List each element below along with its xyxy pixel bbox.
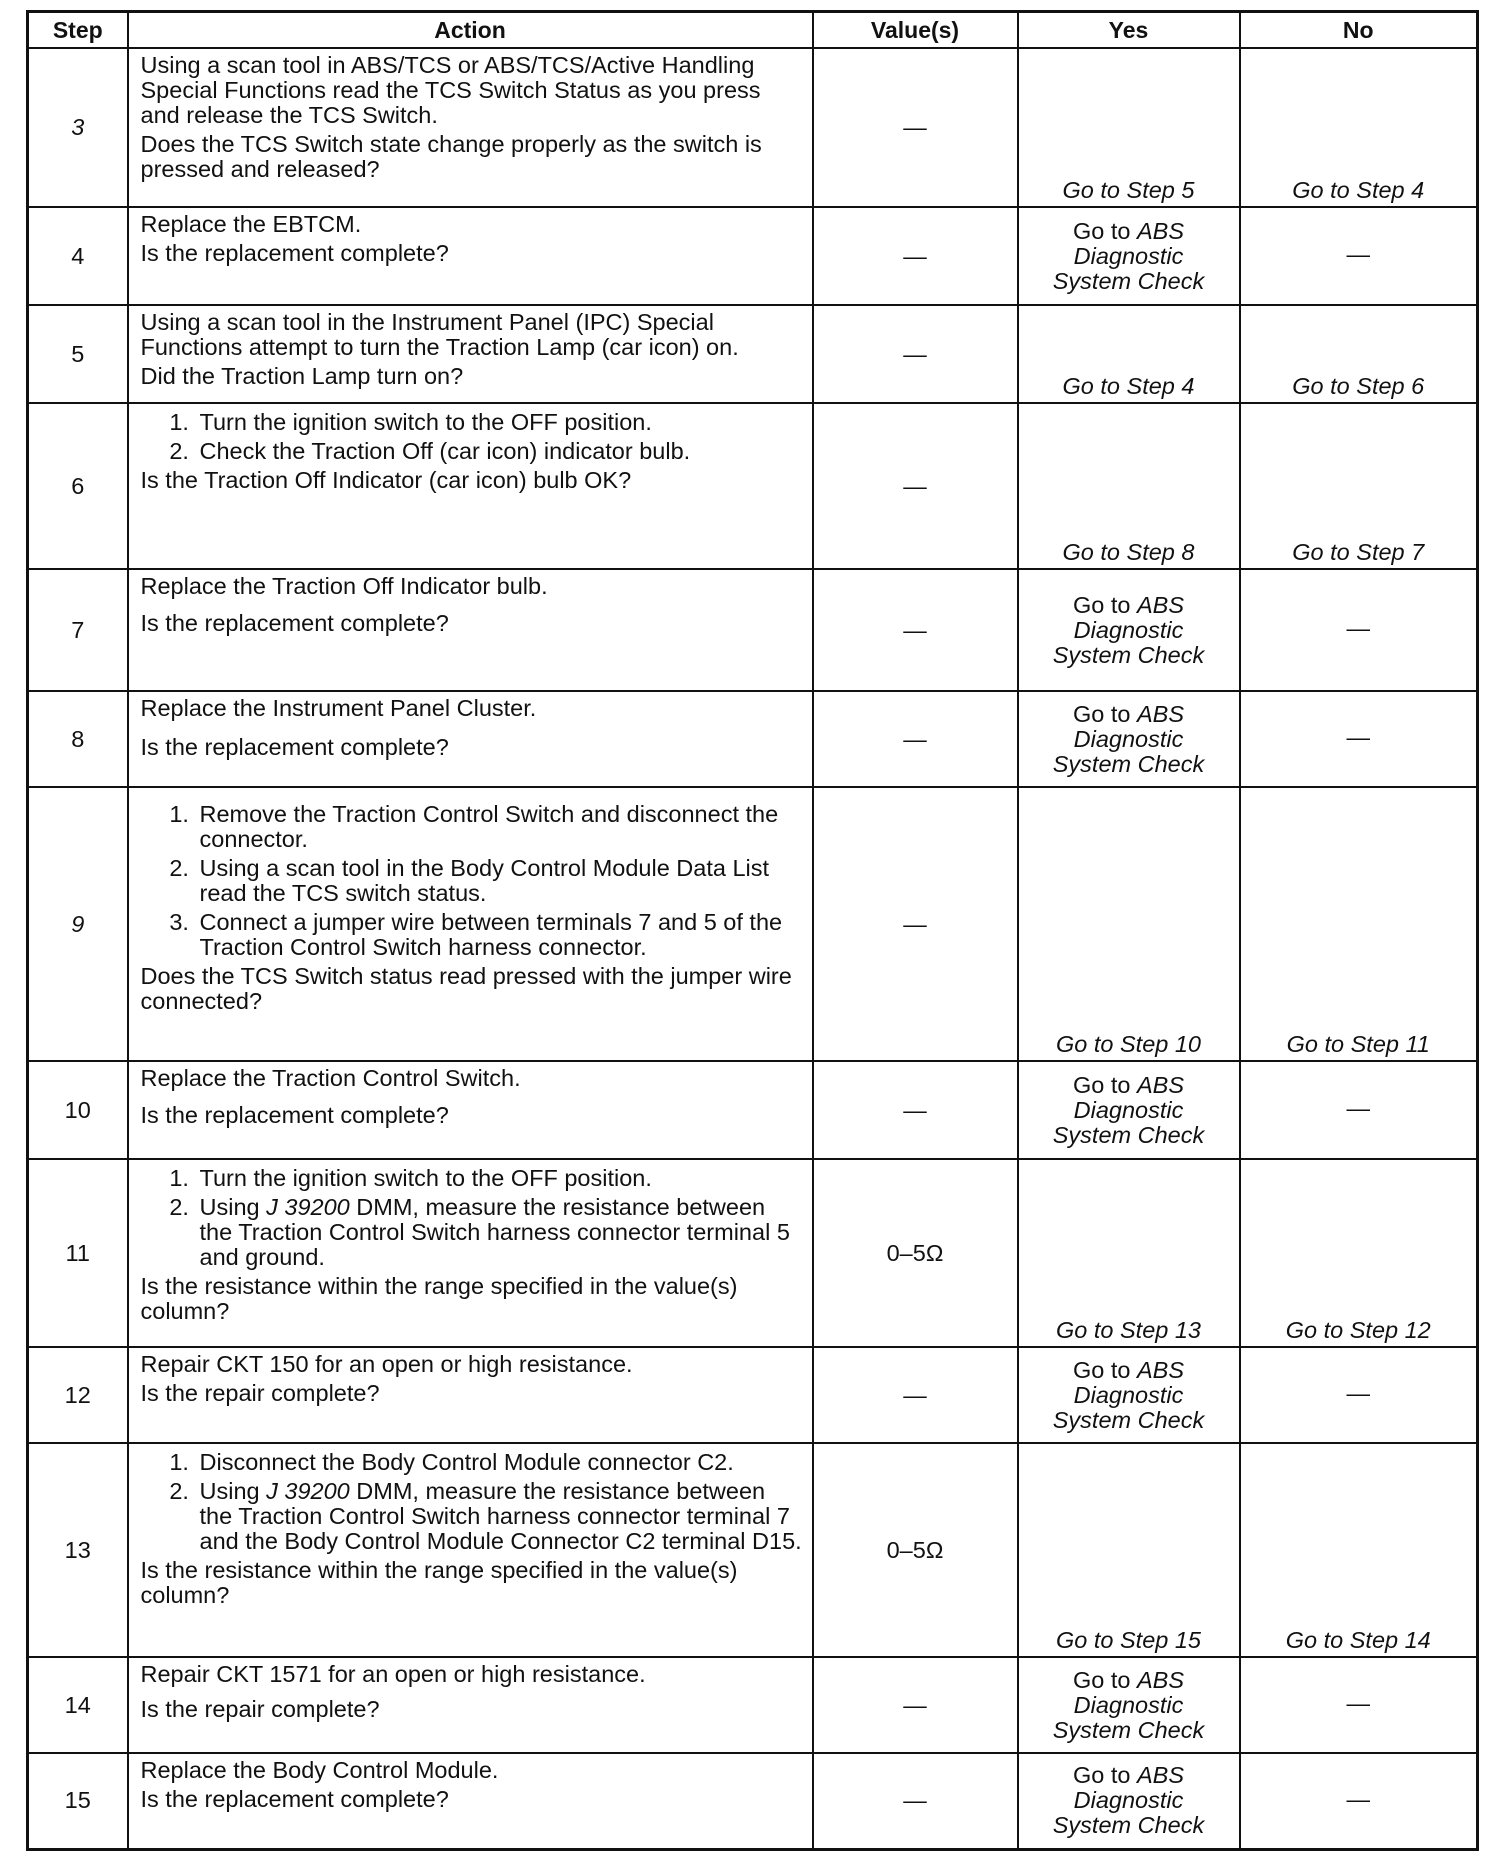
action-list xyxy=(141,1166,804,1270)
go-to-text: Go to xyxy=(1072,217,1137,244)
abs-system-check-text: System Check xyxy=(1052,1121,1205,1148)
no-cell: Go to Step 11 xyxy=(1240,787,1478,1061)
table-row xyxy=(28,48,1478,207)
header-yes: Yes xyxy=(1018,12,1240,49)
action-cell xyxy=(128,1159,813,1347)
table-row xyxy=(28,1347,1478,1443)
step-number: 11 xyxy=(28,1159,128,1347)
no-cell: — xyxy=(1240,1347,1478,1443)
tool-name: J 39200 xyxy=(266,1194,350,1220)
action-question: Is the replacement complete? xyxy=(140,1786,449,1812)
action-text: Replace the Body Control Module. xyxy=(140,1757,499,1783)
abs-link: ABS xyxy=(1136,1762,1185,1789)
action-text: Repair CKT 150 for an open or high resistance. xyxy=(140,1351,633,1377)
value-cell: — xyxy=(813,691,1018,787)
table-row xyxy=(28,787,1478,1061)
abs-system-check-text: System Check xyxy=(1052,1812,1205,1839)
value-cell: — xyxy=(813,48,1018,207)
step-number: 14 xyxy=(28,1657,128,1753)
action-question: Is the replacement complete? xyxy=(140,610,449,636)
header-step: Step xyxy=(28,12,128,49)
action-question: Is the replacement complete? xyxy=(140,240,449,266)
action-cell xyxy=(128,1061,813,1159)
abs-link: ABS xyxy=(1136,1666,1185,1693)
list-item: 2. Check the Traction Off (car icon) indicator bulb. xyxy=(196,439,804,464)
yes-cell xyxy=(1018,1753,1240,1849)
no-cell: Go to Step 14 xyxy=(1240,1443,1478,1657)
step-number: 6 xyxy=(28,403,128,569)
list-item: 3. Connect a jumper wire between terminals 7 and 5 of the Traction Control Switch harness connector. xyxy=(196,910,804,960)
abs-link: ABS xyxy=(1136,1356,1185,1383)
abs-system-check-text: System Check xyxy=(1052,1406,1205,1433)
action-question: Is the replacement complete? xyxy=(140,734,449,760)
yes-cell xyxy=(1018,207,1240,305)
no-cell: Go to Step 12 xyxy=(1240,1159,1478,1347)
action-cell xyxy=(128,1443,813,1657)
action-cell xyxy=(128,569,813,691)
abs-link: ABS xyxy=(1136,217,1185,244)
list-item xyxy=(196,1195,804,1270)
step-number: 10 xyxy=(28,1061,128,1159)
no-cell: Go to Step 4 xyxy=(1240,48,1478,207)
table-row xyxy=(28,1159,1478,1347)
action-list xyxy=(141,802,804,960)
action-text: Using a scan tool in ABS/TCS or ABS/TCS/Active Handling Special Functions read the TCS Switch Status as you press and release the TCS Switch. xyxy=(140,52,761,128)
abs-system-check-text: System Check xyxy=(1052,641,1205,668)
list-item-text: DMM, measure the resistance between the Traction Control Switch harness connector terminal 7 and the Body Control Module Connector C2 terminal D15. xyxy=(199,1478,802,1554)
abs-link: ABS xyxy=(1136,700,1185,727)
yes-cell xyxy=(1018,569,1240,691)
action-cell xyxy=(128,1657,813,1753)
value-cell: — xyxy=(813,207,1018,305)
no-cell: — xyxy=(1240,569,1478,691)
abs-diagnostic-text: Diagnostic xyxy=(1073,725,1184,752)
yes-cell: Go to Step 15 xyxy=(1018,1443,1240,1657)
yes-cell xyxy=(1018,1061,1240,1159)
go-to-text: Go to xyxy=(1072,1071,1137,1098)
yes-cell xyxy=(1018,1347,1240,1443)
table-row xyxy=(28,1657,1478,1753)
go-to-text: Go to xyxy=(1072,591,1137,618)
action-question: Did the Traction Lamp turn on? xyxy=(140,363,464,389)
table-row xyxy=(28,1443,1478,1657)
action-cell xyxy=(128,48,813,207)
yes-cell: Go to Step 8 xyxy=(1018,403,1240,569)
yes-cell: Go to Step 10 xyxy=(1018,787,1240,1061)
value-cell: — xyxy=(813,1753,1018,1849)
table-row xyxy=(28,207,1478,305)
action-cell xyxy=(128,403,813,569)
table-row xyxy=(28,569,1478,691)
no-cell: Go to Step 7 xyxy=(1240,403,1478,569)
no-cell: — xyxy=(1240,1061,1478,1159)
abs-system-check-text: System Check xyxy=(1052,750,1205,777)
table-row xyxy=(28,691,1478,787)
step-number: 9 xyxy=(28,787,128,1061)
no-cell: Go to Step 6 xyxy=(1240,305,1478,403)
no-cell: — xyxy=(1240,1657,1478,1753)
step-number: 7 xyxy=(28,569,128,691)
action-text: Replace the Instrument Panel Cluster. xyxy=(140,695,537,721)
abs-diagnostic-text: Diagnostic xyxy=(1073,1096,1184,1123)
diagnostic-page xyxy=(26,10,1476,1851)
step-number: 13 xyxy=(28,1443,128,1657)
action-cell xyxy=(128,691,813,787)
abs-system-check-text: System Check xyxy=(1052,267,1205,294)
abs-link: ABS xyxy=(1136,1071,1185,1098)
value-cell: 0–5Ω xyxy=(813,1159,1018,1347)
action-text: Replace the EBTCM. xyxy=(140,211,362,237)
action-text: Replace the Traction Control Switch. xyxy=(140,1065,521,1091)
action-question: Is the resistance within the range specified in the value(s) column? xyxy=(140,1273,738,1324)
no-cell: — xyxy=(1240,207,1478,305)
yes-cell: Go to Step 4 xyxy=(1018,305,1240,403)
list-item: 1. Turn the ignition switch to the OFF position. xyxy=(196,410,804,435)
abs-diagnostic-text: Diagnostic xyxy=(1073,1381,1184,1408)
abs-diagnostic-text: Diagnostic xyxy=(1073,1691,1184,1718)
step-number: 5 xyxy=(28,305,128,403)
go-to-text: Go to xyxy=(1072,1356,1137,1383)
value-cell: — xyxy=(813,1347,1018,1443)
list-item: 2. Using a scan tool in the Body Control Module Data List read the TCS switch status. xyxy=(196,856,804,906)
value-cell: — xyxy=(813,403,1018,569)
abs-diagnostic-text: Diagnostic xyxy=(1073,242,1184,269)
action-question: Does the TCS Switch status read pressed with the jumper wire connected? xyxy=(140,963,792,1014)
action-list xyxy=(141,1450,804,1554)
step-number: 8 xyxy=(28,691,128,787)
list-item: 1. Remove the Traction Control Switch and disconnect the connector. xyxy=(196,802,804,852)
list-item: 1. Turn the ignition switch to the OFF position. xyxy=(196,1166,804,1191)
yes-cell: Go to Step 13 xyxy=(1018,1159,1240,1347)
list-item-text: Using xyxy=(199,1478,267,1504)
header-values: Value(s) xyxy=(813,12,1018,49)
go-to-text: Go to xyxy=(1072,1666,1137,1693)
action-question: Is the replacement complete? xyxy=(140,1102,449,1128)
action-list xyxy=(141,410,804,464)
list-item xyxy=(196,1479,804,1554)
table-row xyxy=(28,1061,1478,1159)
yes-cell xyxy=(1018,1657,1240,1753)
action-question: Is the repair complete? xyxy=(140,1696,380,1722)
value-cell: — xyxy=(813,1657,1018,1753)
value-cell: — xyxy=(813,1061,1018,1159)
go-to-text: Go to xyxy=(1072,700,1137,727)
action-text: Repair CKT 1571 for an open or high resistance. xyxy=(140,1661,646,1687)
abs-diagnostic-text: Diagnostic xyxy=(1073,1787,1184,1814)
action-cell xyxy=(128,1347,813,1443)
yes-cell: Go to Step 5 xyxy=(1018,48,1240,207)
list-item-text: DMM, measure the resistance between the Traction Control Switch harness connector terminal 5 and ground. xyxy=(199,1194,790,1270)
action-cell xyxy=(128,207,813,305)
abs-link: ABS xyxy=(1136,591,1185,618)
value-cell: — xyxy=(813,305,1018,403)
action-question: Is the Traction Off Indicator (car icon) bulb OK? xyxy=(140,467,632,493)
table-row xyxy=(28,1753,1478,1849)
yes-cell xyxy=(1018,691,1240,787)
header-action: Action xyxy=(128,12,813,49)
table-header-row xyxy=(28,12,1478,49)
action-cell xyxy=(128,787,813,1061)
value-cell: — xyxy=(813,787,1018,1061)
list-item: 1. Disconnect the Body Control Module connector C2. xyxy=(196,1450,804,1475)
action-cell xyxy=(128,1753,813,1849)
action-question: Is the resistance within the range specified in the value(s) column? xyxy=(140,1557,738,1608)
abs-diagnostic-text: Diagnostic xyxy=(1073,616,1184,643)
value-cell: — xyxy=(813,569,1018,691)
value-cell: 0–5Ω xyxy=(813,1443,1018,1657)
no-cell: — xyxy=(1240,1753,1478,1849)
action-text: Using a scan tool in the Instrument Panel (IPC) Special Functions attempt to turn the Traction Lamp (car icon) on. xyxy=(140,309,739,360)
no-cell: — xyxy=(1240,691,1478,787)
abs-system-check-text: System Check xyxy=(1052,1716,1205,1743)
action-question: Is the repair complete? xyxy=(140,1380,380,1406)
step-number: 4 xyxy=(28,207,128,305)
action-text: Replace the Traction Off Indicator bulb. xyxy=(140,573,548,599)
tool-name: J 39200 xyxy=(266,1478,350,1504)
table-row xyxy=(28,403,1478,569)
action-cell xyxy=(128,305,813,403)
step-number: 15 xyxy=(28,1753,128,1849)
step-number: 3 xyxy=(28,48,128,207)
diagnostic-table xyxy=(26,10,1479,1851)
table-row xyxy=(28,305,1478,403)
go-to-text: Go to xyxy=(1072,1762,1137,1789)
list-item-text: Using xyxy=(199,1194,267,1220)
action-question: Does the TCS Switch state change properly as the switch is pressed and released? xyxy=(140,131,762,182)
step-number: 12 xyxy=(28,1347,128,1443)
header-no: No xyxy=(1240,12,1478,49)
